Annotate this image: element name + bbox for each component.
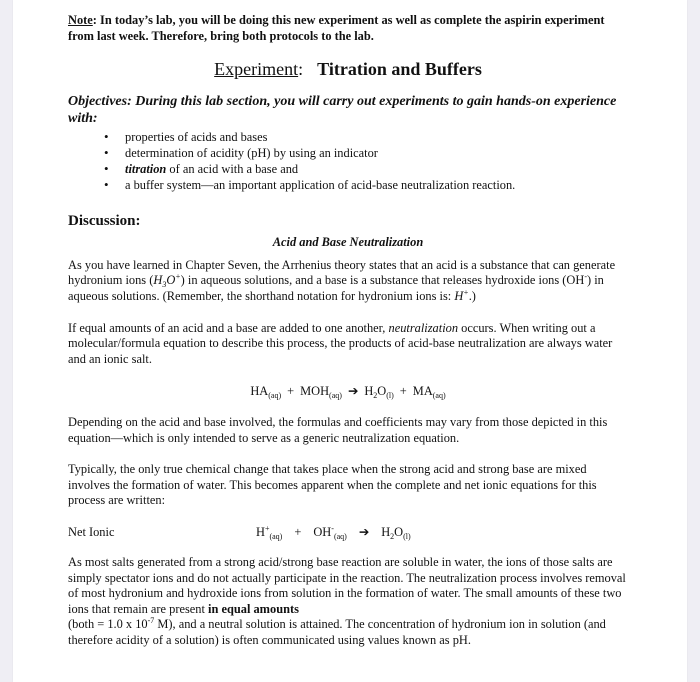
paragraph-arrhenius (68, 258, 628, 305)
oh-charge: - (584, 272, 587, 282)
exponent: -7 (147, 616, 155, 626)
title-colon: : (298, 59, 304, 80)
objective-text: determination of acidity (pH) by using an indicator (125, 146, 378, 161)
objective-item (125, 145, 628, 161)
paragraph-neutralization (68, 321, 628, 368)
text-run: occurs. When writing out a molecular/formula equation to describe this process, the products of acid-base neutralization are always water and an ionic salt. (68, 320, 613, 366)
text-run: If equal amounts of an acid and a base are added to one another, (68, 320, 389, 335)
objective-text: a buffer system—an important application of acid-base neutralization reaction. (125, 178, 516, 193)
note-paragraph (68, 13, 628, 44)
text-run: As most salts generated from a strong acid/strong base reaction are soluble in water, the ions of those salts are simply spectator ions and do not actually participate in the reaction. The neutralization process involves removal of most hydronium and hydroxide ions from solution in the formation of water. The small amounts of these two ions that remain are present (68, 554, 626, 616)
text-run: ) in aqueous solutions. (Remember, the shorthand notation for hydronium ions is: (68, 273, 604, 303)
arrow-icon: ➔ (347, 384, 359, 399)
paragraph-formation-of-water: Typically, the only true chemical change that takes place when the strong acid and strong base are mixed involves the formation of water. This becomes apparent when the complete and net ionic equations for this process are written: (68, 462, 597, 508)
text-run: .) (468, 288, 476, 303)
net-ionic-formula: $H^+_{(aq)} + OH^-_{(aq)}$ ➔ $H_2O_{(l)}$ (256, 523, 411, 541)
h3o-formula: $H_3O^+$ (153, 272, 181, 290)
discussion-heading: Discussion: (68, 213, 141, 230)
experiment-title (68, 58, 628, 80)
text-run: M), and a neutral solution is attained. The concentration of hydronium ion in solution (and therefore acidity of a solution) is often communicated using values known as pH. (68, 617, 606, 647)
text-run: As you have learned in Chapter Seven, the Arrhenius theory states that an acid is a substance that can generate hydronium ions ( (68, 257, 616, 288)
objective-text: properties of acids and bases (125, 130, 268, 145)
arrow-icon: ➔ (358, 524, 370, 539)
paragraph-spectator-ions (68, 555, 628, 649)
objectives-heading: Objectives: During this lab section, you will carry out experiments to gain hands-on experience with: (68, 94, 617, 127)
net-ionic-equation (68, 525, 628, 541)
emphasis: neutralization (388, 320, 459, 335)
document-page (13, 0, 687, 682)
text-run: ) in aqueous solutions, and a base is a substance that releases hydroxide ions (OH (180, 273, 585, 288)
paragraph-generic-equation: Depending on the acid and base involved, the formulas and coefficients may vary from those depicted in this equation—which is only intended to serve as a generic neutralization equation. (68, 414, 608, 445)
h-plus-formula: H+ (454, 287, 469, 303)
text-run: (both = 1.0 x 10 (68, 617, 148, 632)
objective-item (125, 161, 628, 177)
section-subheading: Acid and Base Neutralization (272, 235, 424, 250)
note-text: : In today’s lab, you will be doing this new experiment as well as complete the aspirin experiment from last week. Therefore, bring both protocols to the lab. (68, 13, 605, 43)
objective-text: of an acid with a base and (166, 162, 299, 177)
note-label: Note (68, 13, 93, 27)
net-ionic-label: Net Ionic (68, 524, 115, 539)
objectives-list (68, 129, 628, 193)
molecular-equation: $HA_{(aq)} + MOH_{(aq)}$ ➔ $H_2O_{(l)} + MA_{(aq)}$ (250, 384, 446, 401)
document-content (68, 13, 628, 648)
objective-item (125, 129, 628, 145)
title-prefix: Experiment (214, 59, 299, 80)
title-name: Titration and Buffers (317, 59, 482, 80)
bold-text: in equal amounts (208, 601, 299, 616)
objective-item (125, 177, 628, 193)
objective-emphasis: titration (125, 162, 167, 177)
